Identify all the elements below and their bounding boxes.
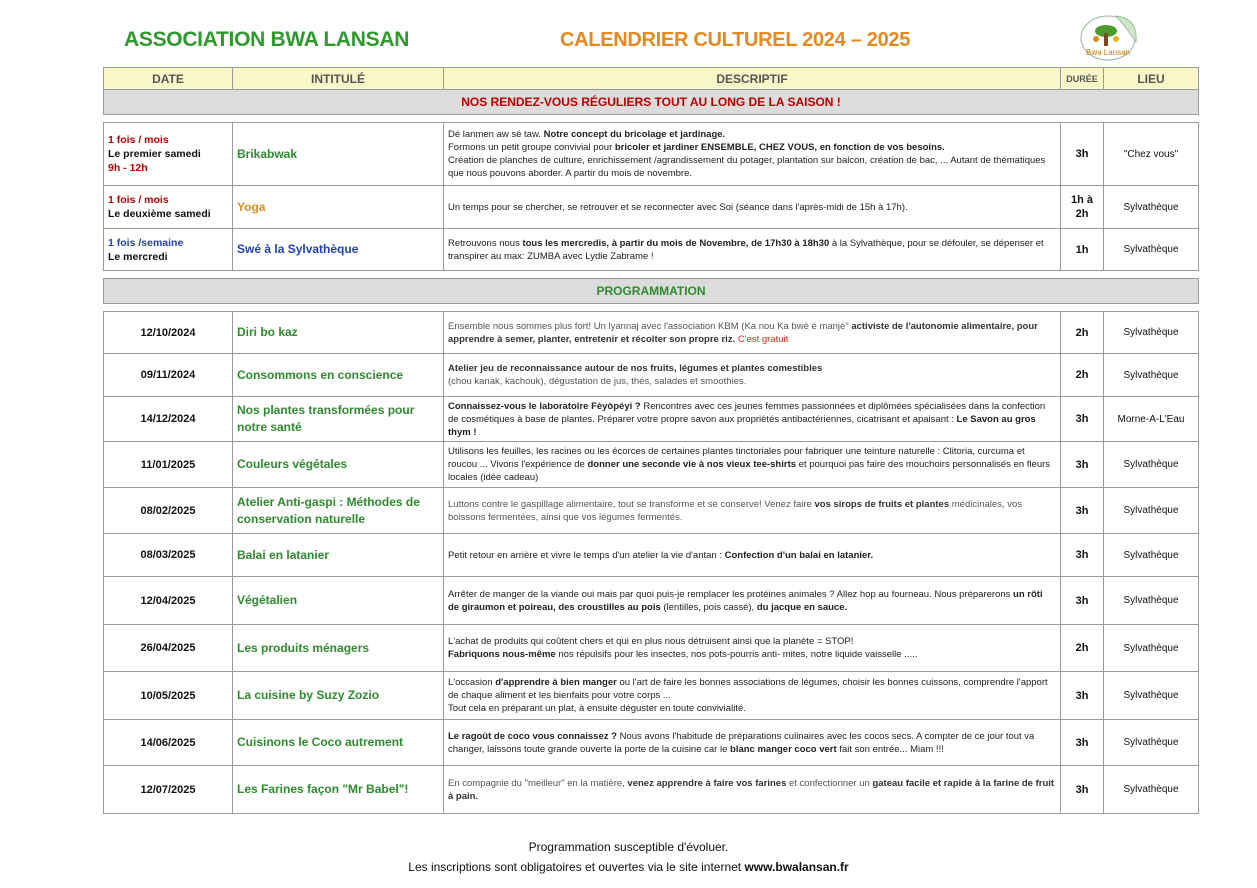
row-place: Sylvathèque bbox=[1104, 672, 1199, 720]
row-date: 10/05/2025 bbox=[104, 672, 233, 720]
col-header-desc: DESCRIPTIF bbox=[444, 68, 1061, 90]
row-duration: 3h bbox=[1061, 397, 1104, 442]
row-date: 1 fois /semaine Le mercredi bbox=[104, 229, 233, 271]
row-desc: Ensemble nous sommes plus fort! Un lyannaj avec l'association KBM (Ka nou Ka bwè é manjé" activiste de l'autonomie alimentaire, pour apprendre à semer, planter, entretenir et récolter son propre riz. C'est gratuit bbox=[444, 312, 1061, 354]
col-header-title: INTITULÉ bbox=[233, 68, 444, 90]
row-duration: 3h bbox=[1061, 720, 1104, 766]
table-row bbox=[104, 672, 1199, 720]
row-desc: Atelier jeu de reconnaissance autour de nos fruits, légumes et plantes comestibles (chou kanak, kachouk), dégustation de jus, thés, salades et smoothies. bbox=[444, 354, 1061, 397]
row-date: 14/12/2024 bbox=[104, 397, 233, 442]
row-date: 08/03/2025 bbox=[104, 534, 233, 577]
association-name: ASSOCIATION BWA LANSAN bbox=[124, 28, 410, 51]
table-row bbox=[104, 186, 1199, 229]
row-place: Sylvathèque bbox=[1104, 186, 1199, 229]
row-date: 09/11/2024 bbox=[104, 354, 233, 397]
row-desc: En compagnie du "meilleur" en la matière, venez apprendre à faire vos farines et confectionner un gateau facile et rapide à la farine de fruit à pain. bbox=[444, 766, 1061, 814]
row-place: Sylvathèque bbox=[1104, 766, 1199, 814]
table-row bbox=[104, 766, 1199, 814]
row-title: Végétalien bbox=[233, 577, 444, 625]
row-place: Sylvathèque bbox=[1104, 625, 1199, 672]
row-duration: 3h bbox=[1061, 577, 1104, 625]
table-row bbox=[104, 354, 1199, 397]
row-place: Sylvathèque bbox=[1104, 577, 1199, 625]
table-row bbox=[104, 720, 1199, 766]
row-place: Sylvathèque bbox=[1104, 488, 1199, 534]
row-duration: 2h bbox=[1061, 625, 1104, 672]
table-row bbox=[104, 229, 1199, 271]
row-duration: 1h bbox=[1061, 229, 1104, 271]
row-title: Cuisinons le Coco autrement bbox=[233, 720, 444, 766]
row-date: 08/02/2025 bbox=[104, 488, 233, 534]
row-title: La cuisine by Suzy Zozio bbox=[233, 672, 444, 720]
row-title: Atelier Anti-gaspi : Méthodes de conservation naturelle bbox=[233, 488, 444, 534]
footer-registration: Les inscriptions sont obligatoires et ouvertes via le site internet www.bwalansan.fr bbox=[408, 860, 849, 874]
row-desc: L'achat de produits qui coûtent chers et qui en plus nous détruisent ainsi que la planète = STOP! Fabriquons nous-même nos répulsifs pour les insectes, nos pots-pourris anti- mites, notre liquide vaisselle ..... bbox=[444, 625, 1061, 672]
row-desc: Luttons contre le gaspillage alimentaire, tout se transforme et se conserve! Venez faire vos sirops de fruits et plantes médicinales, vos boissons fermentées, ainsi que vos légumes fermentés. bbox=[444, 488, 1061, 534]
section-regular: NOS RENDEZ-VOUS RÉGULIERS TOUT AU LONG DE LA SAISON ! bbox=[104, 90, 1199, 115]
row-date: 12/10/2024 bbox=[104, 312, 233, 354]
table-row bbox=[104, 312, 1199, 354]
row-date: 12/04/2025 bbox=[104, 577, 233, 625]
table-row bbox=[104, 488, 1199, 534]
row-date: 1 fois / mois Le premier samedi 9h - 12h bbox=[104, 123, 233, 186]
row-desc: Retrouvons nous tous les mercredis, à partir du mois de Novembre, de 17h30 à 18h30 à la Sylvathèque, pour se défouler, se dépenser et transpirer au max: ZUMBA avec Lydie Zabrame ! bbox=[444, 229, 1061, 271]
association-logo bbox=[1076, 12, 1140, 64]
row-date: 14/06/2025 bbox=[104, 720, 233, 766]
table-row bbox=[104, 397, 1199, 442]
row-duration: 3h bbox=[1061, 488, 1104, 534]
row-duration: 3h bbox=[1061, 766, 1104, 814]
row-title: Couleurs végétales bbox=[233, 442, 444, 488]
row-duration: 2h bbox=[1061, 312, 1104, 354]
row-desc: Connaissez-vous le laboratoire Fèyòpéyi ? Rencontres avec ces jeunes femmes passionnées et diplômées spécialisées dans la confection de cosmétiques à base de plantes. Préparer votre propre savon aux propriétés antibactériennes, cicatrisant et apaisant : Le Savon au gros thym ! bbox=[444, 397, 1061, 442]
row-duration: 1h à 2h bbox=[1061, 186, 1104, 229]
row-place: Sylvathèque bbox=[1104, 442, 1199, 488]
col-header-date: DATE bbox=[104, 68, 233, 90]
row-date: 1 fois / mois Le deuxième samedi bbox=[104, 186, 233, 229]
row-desc: Petit retour en arrière et vivre le temps d'un atelier la vie d'antan : Confection d'un balai en latanier. bbox=[444, 534, 1061, 577]
row-place: Sylvathèque bbox=[1104, 534, 1199, 577]
row-date: 11/01/2025 bbox=[104, 442, 233, 488]
row-title: Yoga bbox=[233, 186, 444, 229]
section-programmation: PROGRAMMATION bbox=[104, 279, 1199, 304]
website-link[interactable]: www.bwalansan.fr bbox=[744, 860, 849, 874]
row-title: Diri bo kaz bbox=[233, 312, 444, 354]
row-title: Les Farines façon "Mr Babel"! bbox=[233, 766, 444, 814]
row-date: 12/07/2025 bbox=[104, 766, 233, 814]
row-duration: 3h bbox=[1061, 672, 1104, 720]
row-duration: 3h bbox=[1061, 534, 1104, 577]
row-desc: Un temps pour se chercher, se retrouver et se reconnecter avec Soi (séance dans l'après-midi de 15h à 17h). bbox=[444, 186, 1061, 229]
row-place: "Chez vous" bbox=[1104, 123, 1199, 186]
svg-text:Bwa Lansan: Bwa Lansan bbox=[1085, 48, 1131, 57]
row-place: Sylvathèque bbox=[1104, 354, 1199, 397]
row-title: Nos plantes transformées pour notre santé bbox=[233, 397, 444, 442]
table-row bbox=[104, 442, 1199, 488]
row-duration: 2h bbox=[1061, 354, 1104, 397]
table-row bbox=[104, 625, 1199, 672]
table-row bbox=[104, 577, 1199, 625]
row-title: Swé à la Sylvathèque bbox=[233, 229, 444, 271]
row-title: Balai en latanier bbox=[233, 534, 444, 577]
row-desc: Utilisons les feuilles, les racines ou les écorces de certaines plantes tinctoriales pour fabriquer une teinture naturelle : Clitoria, curcuma et roucou ... Vivons l'expérience de donner une seconde vie à nos vieux tee-shirts et pourquoi pas faire des mouchoirs personnalisés en fleurs locales (idée cadeau) bbox=[444, 442, 1061, 488]
col-header-place: LIEU bbox=[1104, 68, 1199, 90]
row-place: Sylvathèque bbox=[1104, 229, 1199, 271]
row-desc: Arrêter de manger de la viande oui mais par quoi puis-je remplacer les protéines animales ? Allez hop au fourneau. Nous préparerons un rôti de giraumon et poireau, des croustilles au pois (lentilles, pois cassé), du jacque en sauce. bbox=[444, 577, 1061, 625]
row-place: Morne-A-L'Eau bbox=[1104, 397, 1199, 442]
row-title: Brikabwak bbox=[233, 123, 444, 186]
row-desc: L'occasion d'apprendre à bien manger ou l'art de faire les bonnes associations de légumes, choisir les bonnes cuissons, comprendre l'apport de chaque aliment et les bienfaits pour votre corps ... Tout cela en préparant un plat, à ensuite déguster en toute convivialité. bbox=[444, 672, 1061, 720]
row-desc: Dé lanmen aw sé taw. Notre concept du bricolage et jardinage. Formons un petit groupe convivial pour bricoler et jardiner ENSEMBLE, CHEZ VOUS, en fonction de vos besoins. Création de planches de culture, enrichissement /agrandissement du potager, plantation sur balcon, création de bac, ... Autant de thématiques que nous pouvons aborder. A partir du mois de novembre. bbox=[444, 123, 1061, 186]
table-row bbox=[104, 123, 1199, 186]
row-duration: 3h bbox=[1061, 123, 1104, 186]
table-row bbox=[104, 534, 1199, 577]
row-duration: 3h bbox=[1061, 442, 1104, 488]
row-title: Consommons en conscience bbox=[233, 354, 444, 397]
row-title: Les produits ménagers bbox=[233, 625, 444, 672]
col-header-duration: DURÉE bbox=[1061, 68, 1104, 90]
row-place: Sylvathèque bbox=[1104, 720, 1199, 766]
calendar-title: CALENDRIER CULTUREL 2024 – 2025 bbox=[560, 29, 911, 51]
calendar-table bbox=[103, 67, 1199, 814]
footer-note: Programmation susceptible d'évoluer. bbox=[528, 840, 729, 854]
row-desc: Le ragoût de coco vous connaissez ? Nous avons l'habitude de préparations culinaires avec les cocos secs. A compter de ce jour tout va changer, laissons toute grande ouverte la porte de la cuisine car le blanc manger coco vert fait son entrée... Miam !!! bbox=[444, 720, 1061, 766]
row-place: Sylvathèque bbox=[1104, 312, 1199, 354]
row-date: 26/04/2025 bbox=[104, 625, 233, 672]
